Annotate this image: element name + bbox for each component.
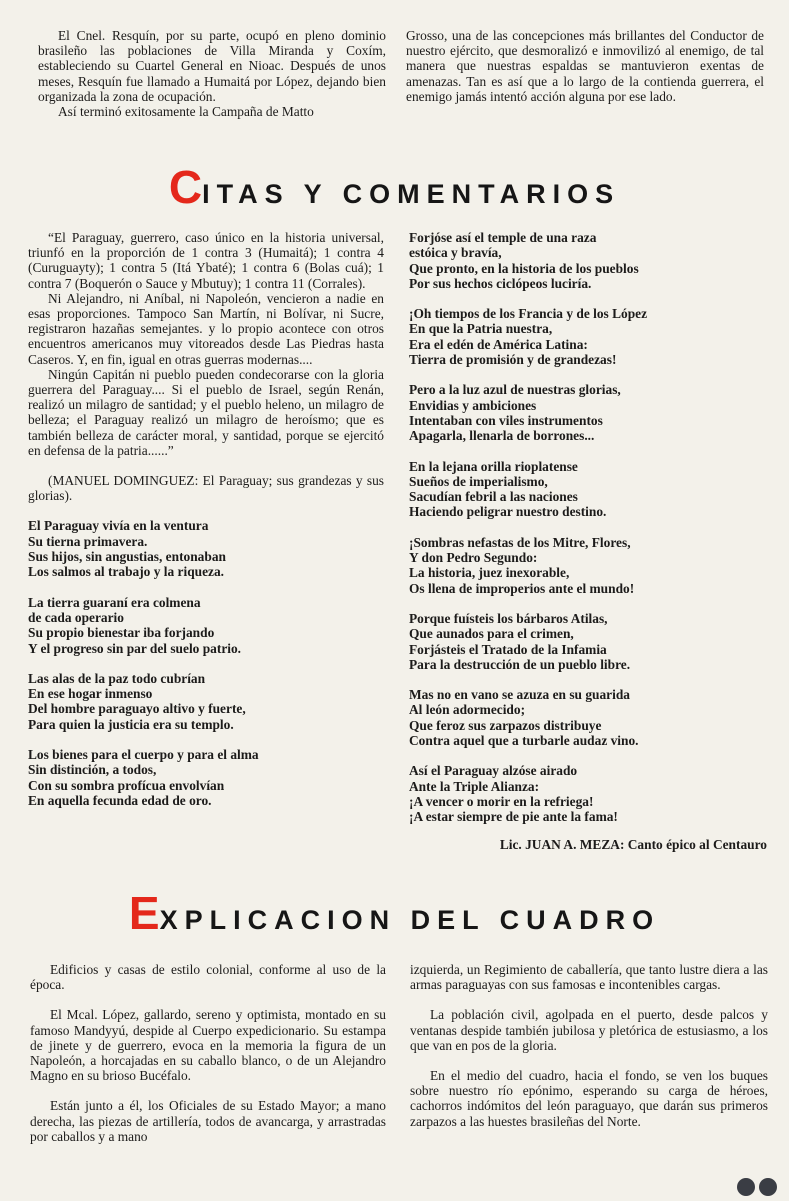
paragraph: En el medio del cuadro, hacia el fondo, se ven los buques sobre nuestro río epónimo, esperando su carga de héroes, cachorros indómitos del león paraguayo, que darán sus primeros zarpazos a las huestes brasileñas del Norte.	[410, 1068, 768, 1129]
poem-stanza: Pero a la luz azul de nuestras glorias, Envidias y ambiciones Intentaban con viles instrumentos Apagarla, llenarla de borrones...	[409, 382, 621, 444]
poem-stanza: Así el Paraguay alzóse airado Ante la Triple Alianza: ¡A vencer o morir en la refriega! ¡A estar siempre de pie ante la fama!	[409, 763, 618, 825]
paragraph: Edificios y casas de estilo colonial, conforme al uso de la época.	[30, 962, 386, 993]
paragraph: izquierda, un Regimiento de caballería, que tanto lustre diera a las armas paraguayas con sus famosas e incontenibles cargas.	[410, 962, 768, 993]
explicacion-right-column	[410, 962, 768, 1129]
paragraph: Así terminó exitosamente la Campaña de Matto	[58, 104, 314, 120]
corner-logo-icon	[737, 1178, 783, 1196]
paragraph: Grosso, una de las concepciones más brillantes del Conductor de nuestro ejército, que desmoralizó e inmovilizó al enemigo, de tal manera que nuestras espaldas se mantuvieron exentas de amenazas. Tan es así que a lo largo de la contienda guerrera, el enemigo jamás intentó acción alguna por ese lado.	[406, 28, 764, 104]
paragraph: La población civil, agolpada en el puerto, desde palcos y ventanas despide también jubilosa y pletórica de estusiasmo, a los que van en pos de la gloria.	[410, 1007, 768, 1053]
explicacion-left-column	[30, 962, 386, 1144]
poem-stanza: Los bienes para el cuerpo y para el alma Sin distinción, a todos, Con su sombra profícua envolvían En aquella fecunda edad de oro.	[28, 747, 259, 808]
poem-stanza: Mas no en vano se azuza en su guarida Al león adormecido; Que feroz sus zarpazos distribuye Contra aquel que a turbarle audaz vino.	[409, 687, 639, 749]
paragraph: El Cnel. Resquín, por su parte, ocupó en pleno dominio brasileño las poblaciones de Villa Miranda y Coxím, estableciendo su Cuartel General en Nioac. Después de unos meses, Resquín fue llamado a Humaitá por López, dejando bien organizada la zona de ocupación.	[38, 28, 386, 104]
poem-stanza: ¡Sombras nefastas de los Mitre, Flores, Y don Pedro Segundo: La historia, juez inexorable, Os llena de improperios ante el mundo!	[409, 534, 635, 596]
section-heading-explicacion: EXPLICACION DEL CUADRO	[128, 887, 661, 939]
top-left-column	[38, 28, 386, 119]
poem-stanza: El Paraguay vivía en la ventura Su tierna primavera. Sus hijos, sin angustias, entonaban Los salmos al trabajo y la riqueza.	[28, 518, 226, 580]
poem-stanza: Porque fuísteis los bárbaros Atilas, Que aunados para el crimen, Forjásteis el Tratado de la Infamia Para la destrucción de un pueblo libre.	[409, 610, 631, 672]
poem-stanza: En la lejana orilla rioplatense Sueños de imperialismo, Sacudían febril a las naciones Haciendo peligrar nuestro destino.	[409, 458, 607, 520]
paragraph: Están junto a él, los Oficiales de su Estado Mayor; a mano derecha, las piezas de artillería, todos de avancarga, y arrastradas por caballos y a mano	[30, 1098, 386, 1144]
quote-source: (MANUEL DOMINGUEZ: El Paraguay; sus grandezas y sus glorias).	[28, 473, 384, 504]
citas-right-column	[409, 230, 767, 852]
poem-stanza: Forjóse así el temple de una raza estóica y bravía, Que pronto, en la historia de los pueblos Por sus hechos ciclópeos luciría.	[409, 230, 639, 291]
quote-paragraph: Ni Alejandro, ni Aníbal, ni Napoleón, vencieron a nadie en esas proporciones. Tampoco San Martín, ni Bolívar, ni Sucre, registraron hazañas semejantes. y lo propio acontece con otros encuentros americanos muy vitoreados desde Las Piedras hasta Caseros. Y, en fin, igual en otras guerras modernas....	[28, 290, 384, 367]
section-heading-citas: CITAS Y COMENTARIOS	[168, 161, 621, 213]
poem-attribution: Lic. JUAN A. MEZA: Canto épico al Centauro	[499, 836, 767, 852]
quote-paragraph: “El Paraguay, guerrero, caso único en la historia universal, triunfó en la proporción de 1 contra 3 (Humaitá); 1 contra 4 (Curuguayty); 1 contra 5 (Itá Ybaté); 1 contra 6 (Bolas cuá); 1 contra 7 (Boquerón o Sauce y Mbutuy); 1 contra 11 (Corrales).	[28, 230, 384, 291]
paragraph: El Mcal. López, gallardo, sereno y optimista, montado en su famoso Mandyyú, despide al Cuerpo expedicionario. Su estampa de jinete y de guerrero, evoca en la memoria la figura de un Napoleón, a horcajadas en su caballo blanco, o de un Alejandro Magno en su brioso Bucéfalo.	[30, 1007, 386, 1084]
poem-stanza: ¡Oh tiempos de los Francia y de los López En que la Patria nuestra, Era el edén de América Latina: Tierra de promisión y de grandezas!	[409, 306, 648, 368]
poem-stanza: Las alas de la paz todo cubrían En ese hogar inmenso Del hombre paraguayo altivo y fuerte, Para quien la justicia era su templo.	[28, 670, 246, 732]
poem-stanza: La tierra guaraní era colmena de cada operario Su propio bienestar iba forjando Y el progreso sin par del suelo patrio.	[28, 594, 242, 656]
top-right-column	[406, 28, 764, 104]
quote-paragraph: Ningún Capitán ni pueblo pueden condecorarse con la gloria guerrera del Paraguay.... Si el pueblo de Israel, según Renán, realizó un milagro de santidad; y el pueblo heleno, un milagro de belleza; el Paraguay realizó un milagro de heroísmo; que es también belleza de carácter moral, y santidad, porque se ejercitó en defensa de la patria......”	[28, 366, 384, 458]
citas-left-column	[28, 230, 384, 808]
